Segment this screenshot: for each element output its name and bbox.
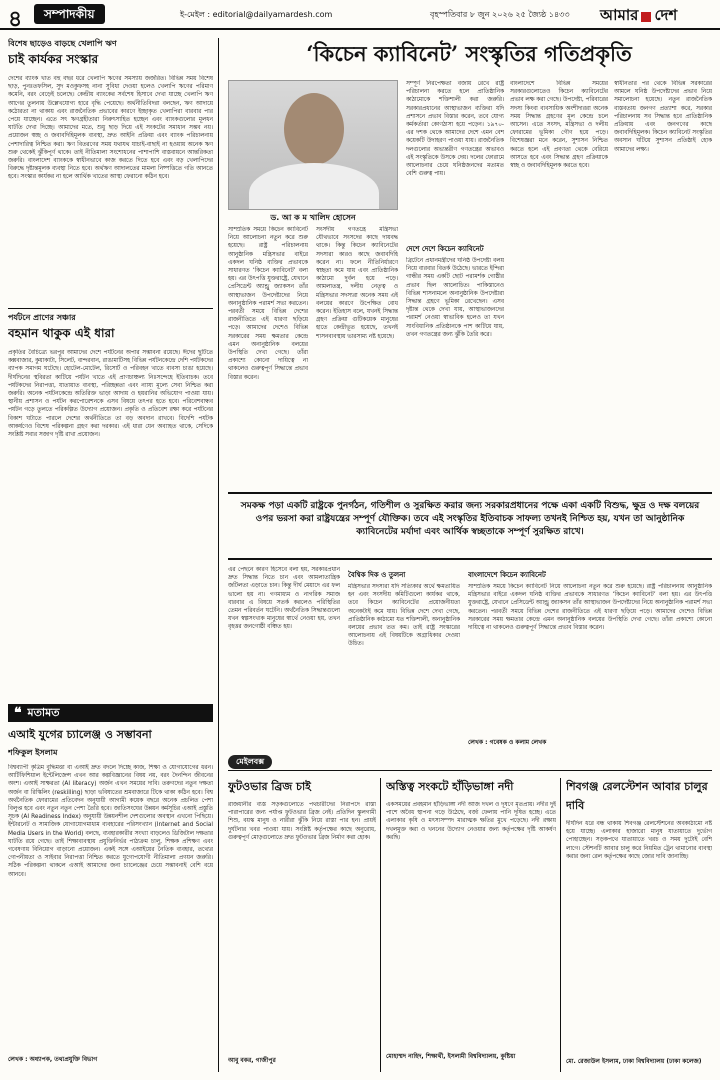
editorial-1 <box>8 38 213 306</box>
main-lower-1: এর পেছনে কারণ হিসেবে বলা হয়, সরকারপ্রধান দ্রুত সিদ্ধান্ত নিতে চান এবং আমলাতান্ত্রিক জটিলতা এড়াতে চান। কিন্তু দীর্ঘ মেয়াদে এর ফল ভালো হয় না। গণমাধ্যম ও নাগরিক সমাজ বারবার এ বিষয়ে সতর্ক করলেও পরিস্থিতির তেমন পরিবর্তন ঘটেনি। অর্থনৈতিক সিদ্ধান্তগুলো যখন স্বল্পসংখ্যক মানুষের স্বার্থে নেওয়া হয়, তখন বৃহত্তর জনগোষ্ঠী বঞ্চিত হয়। <box>228 567 340 631</box>
portrait-head-icon <box>284 93 344 165</box>
editorial-email: ই-মেইল : editorial@dailyamardesh.com <box>180 10 333 19</box>
editorial-2-kicker: পর্যটনে প্রাণের সঞ্চার <box>8 313 76 322</box>
editorial-1-body: দেশের ব্যাংক খাত বহু বছর ধরে খেলাপি ঋণের সমস্যায় জর্জরিত। বিভিন্ন সময় বিশেষ ছাড়, পুনঃতফসিল, সুদ মওকুফসহ নানা সুবিধা দেওয়া হলেও খেলাপি ঋণের পরিমাণ কমেনি, বরং বেড়েই চলেছে। কেন্দ্রীয় ব্যাংকের সর্বশেষ হিসাবে দেখা যাচ্ছে খেলাপি ঋণ আগের তুলনায় উল্লেখযোগ্য হারে বৃদ্ধি পেয়েছে। অর্থনীতিবিদরা বলছেন, ঋণ আদায়ে কঠোরতা না থাকায় এবং রাজনৈতিক প্রভাবের কারণে ইচ্ছাকৃত খেলাপিরা বারবার পার পেয়ে যাচ্ছেন। এতে সৎ ঋণগ্রহীতারা নিরুৎসাহিত হচ্ছেন এবং ব্যাংকগুলোর মূলধন ঘাটতি দেখা দিচ্ছে। আমাদের মতে, শুধু ছাড় দিয়ে এই সংকটের সমাধান সম্ভব নয়। প্রয়োজন স্বচ্ছ ও জবাবদিহিমূলক ব্যবস্থা, দ্রুত আইনি প্রক্রিয়া এবং ব্যাংক পরিচালনায় পেশাদারিত্ব নিশ্চিত করা। ঋণ বিতরণের সময় যথাযথ যাচাই-বাছাই না হওয়ায় অনেক ঋণ শুরু থেকেই ঝুঁকিপূর্ণ থাকে। তাই নীতিমালা সংশোধনের পাশাপাশি বাস্তবায়নে আন্তরিকতা জরুরি। বাংলাদেশ ব্যাংককে স্বাধীনভাবে কাজ করতে দিতে হবে এবং বড় খেলাপিদের বিরুদ্ধে দৃষ্টান্তমূলক ব্যবস্থা নিতে হবে। অর্থঋণ আদালতের মামলা নিষ্পত্তিতে গতি আনতে হবে। সংস্কার কার্যকর না হলে আর্থিক খাতের আস্থা ফেরানো কঠিন হবে। <box>8 76 213 181</box>
mailbox-band <box>228 755 712 771</box>
main-lower-2-subhead: বৈশ্বিক দিক ও তুলনা <box>348 571 406 579</box>
main-lower-2 <box>348 566 460 750</box>
letter-2-body: একসময়ের প্রবহমান হাঁড়িভাঙ্গা নদী আজ দখল ও দূষণে মৃতপ্রায়। নদীর দুই পাশে অবৈধ স্থাপনা গড়ে উঠেছে, বর্জ্য ফেলায় পানি দূষিত হচ্ছে। এতে এলাকার কৃষি ও মৎস্যসম্পদ মারাত্মক ক্ষতির মুখে পড়েছে। নদী রক্ষায় দখলমুক্ত করা ও খননের উদ্যোগ নেওয়ার জন্য কর্তৃপক্ষের দৃষ্টি আকর্ষণ করছি। <box>386 802 556 841</box>
main-lower-2-body: মন্ত্রিসভার সদস্যরা যদি সত্যিকার অর্থে ক্ষমতায়িত হন এবং সংসদীয় কমিটিগুলো কার্যকর থাকে, তবে কিচেন ক্যাবিনেটের প্রয়োজনীয়তা অনেকটাই কমে যায়। বিভিন্ন দেশে দেখা গেছে, প্রাতিষ্ঠানিক কাঠামো যত শক্তিশালী, অনানুষ্ঠানিক বলয়ের প্রভাব তত কম। তাই রাষ্ট্র সংস্কারের আলোচনায় এই বিষয়টিকে অগ্রাধিকার দেওয়া উচিত। <box>348 584 460 648</box>
letter-1-headline: ফুটওভার ব্রিজ চাই <box>228 780 311 793</box>
brand-left: আমার <box>600 6 639 24</box>
letter-divider <box>380 778 381 1072</box>
column-divider <box>218 38 219 1072</box>
section-label: সম্পাদকীয় <box>34 4 105 24</box>
main-col-4: বাংলাদেশে বিভিন্ন সময়ের সরকারগুলোতেও কিচেন ক্যাবিনেটের প্রভাব লক্ষ করা গেছে। উপদেষ্টা, পরিবারের সদস্য কিংবা ব্যবসায়িক অংশীদাররা অনেক সময় সিদ্ধান্ত গ্রহণের মূল কেন্দ্রে চলে আসেন। এতে সংসদ, মন্ত্রিসভা ও দলীয় ফোরামের ভূমিকা গৌণ হয়ে পড়ে। বিশেষজ্ঞরা মনে করেন, সুশাসন নিশ্চিত করতে হলে এই প্রবণতা থেকে বেরিয়ে আসতে হবে এবং সিদ্ধান্ত গ্রহণ প্রক্রিয়াকে স্বচ্ছ ও জবাবদিহিমূলক করতে হবে। <box>510 81 608 170</box>
opinion-body: বিশ্বব্যাপী কৃত্রিম বুদ্ধিমত্তা বা এআই দ্রুত বদলে দিচ্ছে কাজ, শিক্ষা ও যোগাযোগের ধরন। আর্টিফিশিয়াল ইন্টেলিজেন্স এখন আর কল্পবিজ্ঞানের বিষয় নয়, বরং দৈনন্দিন জীবনের অংশ। এআই সাক্ষরতা (AI literacy) অর্জন এখন সময়ের দাবি। তরুণদের নতুন দক্ষতা অর্জন বা রিস্কিলিং (reskilling) ছাড়া ভবিষ্যতের শ্রমবাজারে টিকে থাকা কঠিন হবে। বিশ্ব অর্থনৈতিক ফোরামের প্রতিবেদন অনুযায়ী আগামী কয়েক বছরে অনেক প্রচলিত পেশা বিলুপ্ত হবে এবং নতুন নতুন পেশা তৈরি হবে। জাতিসংঘের উন্নয়ন কর্মসূচির এআই প্রস্তুতি সূচক (AI Readiness Index) অনুযায়ী উন্নয়নশীল দেশগুলোর অবস্থান এখনো পিছিয়ে। ইন্টারনেট ও সামাজিক যোগাযোগমাধ্যম ব্যবহারের পরিসংখ্যান (Internet and Social Media Users in the World) বলছে, ব্যবহারকারীর সংখ্যা বাড়লেও ডিজিটাল দক্ষতার ঘাটতি রয়ে গেছে। তাই শিক্ষাব্যবস্থায় প্রযুক্তিনির্ভর পাঠ্যক্রম চালু, শিক্ষক প্রশিক্ষণ এবং গবেষণায় বিনিয়োগ বাড়ানো প্রয়োজন। একই সঙ্গে এআইয়ের নৈতিক ব্যবহার, তথ্যের গোপনীয়তা ও সাইবার নিরাপত্তা নিশ্চিত করতে যুগোপযোগী নীতিমালা প্রণয়ন জরুরি। সঠিক পরিকল্পনা থাকলে এআই আমাদের জন্য চ্যালেঞ্জের চেয়ে সম্ভাবনাই বেশি বয়ে আনবে। <box>8 765 213 878</box>
main-signature: লেখক : গবেষক ও কলাম লেখক <box>468 739 547 746</box>
letter-divider <box>560 778 561 1072</box>
letter-2-headline: অস্তিত্ব সংকটে হাঁড়িভাঙ্গা নদী <box>386 780 514 793</box>
editorial-1-headline: চাই কার্যকর সংস্কার <box>8 52 99 66</box>
mailbox-label: মেইলবক্স <box>228 755 272 769</box>
quote-icon: ❝ <box>14 705 22 721</box>
main-col-5: স্বাধীনতার পর থেকে বিভিন্ন সরকারের আমলে ঘনিষ্ঠ উপদেষ্টাদের প্রভাব নিয়ে সমালোচনা হয়েছে। নতুন রাজনৈতিক বাস্তবতায় জনগণ প্রত্যাশা করে, সরকার পরিচালনায় সব সিদ্ধান্ত হবে প্রাতিষ্ঠানিক প্রক্রিয়ায় এবং জনগণের কাছে জবাবদিহিমূলক। কিচেন ক্যাবিনেট সংস্কৃতির অবসান ঘটিয়ে সুশাসন প্রতিষ্ঠাই হোক আমাদের লক্ষ্য। <box>614 81 712 153</box>
divider <box>8 308 213 309</box>
letter-3 <box>566 778 712 1072</box>
main-col-3-body: ব্রিটেনে প্রধানমন্ত্রীদের ঘনিষ্ঠ উপদেষ্টা বলয় নিয়ে বারবার বিতর্ক উঠেছে। ভারতে ইন্দিরা গান্ধীর সময় একটি ছোট পরামর্শক গোষ্ঠীর প্রভাব ছিল আলোচিত। পাকিস্তানেও বিভিন্ন শাসনামলে অনানুষ্ঠানিক উপদেষ্টারা সিদ্ধান্ত গ্রহণে ভূমিকা রেখেছেন। এসব দৃষ্টান্ত থেকে দেখা যায়, আস্থাভাজনদের পরামর্শ নেওয়া স্বাভাবিক হলেও তা যখন সাংবিধানিক প্রতিষ্ঠানকে পাশ কাটিয়ে যায়, তখন গণতন্ত্রের জন্য ঝুঁকি তৈরি করে। <box>406 258 504 338</box>
editorial-1-kicker: বিশেষ ছাড়েও বাড়ছে খেলাপি ঋণ <box>8 39 117 48</box>
letter-3-headline: শিবগঞ্জ রেলস্টেশন আবার চালুর দাবি <box>566 780 708 812</box>
editorial-2-body: প্রকৃতির বৈচিত্র্যে ভরপুর আমাদের দেশে পর্যটনের অপার সম্ভাবনা রয়েছে। ঈদের ছুটিতে কক্সবাজার, কুয়াকাটা, সিলেট, বান্দরবান, রাঙামাটিসহ বিভিন্ন পর্যটনকেন্দ্রে দেশি পর্যটকদের ব্যাপক সমাগম ঘটেছে। হোটেল-মোটেল, রিসোর্ট ও পরিবহন খাতে ব্যবসা চাঙা হয়েছে। দীর্ঘদিনের স্থবিরতা কাটিয়ে পর্যটন খাতে এই প্রাণচাঞ্চল্য নিঃসন্দেহে ইতিবাচক। তবে পর্যটকদের নিরাপত্তা, যাতায়াত ব্যবস্থা, পরিচ্ছন্নতা এবং ন্যায্য মূল্যে সেবা নিশ্চিত করা জরুরি। অনেক পর্যটনকেন্দ্রে অতিরিক্ত ভাড়া আদায় ও হয়রানির অভিযোগ পাওয়া যায়। স্থানীয় প্রশাসন ও পর্যটন করপোরেশনকে এসব বিষয়ে তৎপর হতে হবে। পরিবেশবান্ধব পর্যটন গড়ে তুলতে পরিকল্পিত উদ্যোগ প্রয়োজন। প্রকৃতি ও প্রতিবেশ রক্ষা করে পর্যটনের বিকাশ ঘটাতে পারলে দেশের অর্থনীতিতে তা বড় অবদান রাখবে। বিদেশি পর্যটক আকর্ষণেও বিশেষ পরিকল্পনা গ্রহণ করা দরকার। এই ধারা যেন অব্যাহত থাকে, সেদিকে সংশ্লিষ্ট সবার সজাগ দৃষ্টি রাখা প্রয়োজন। <box>8 350 213 439</box>
letter-3-signature: মো. রেজাউল ইসলাম, ঢাকা বিশ্ববিদ্যালয় (ঢাকা কলেজ) <box>566 1058 702 1065</box>
main-lower-3-subhead: বাংলাদেশে কিচেন ক্যাবিনেট <box>468 571 546 579</box>
opinion-headline: এআই যুগের চ্যালেঞ্জ ও সম্ভাবনা <box>8 728 152 741</box>
opinion-banner-label: মতামত <box>27 705 60 719</box>
masthead <box>0 0 720 30</box>
opinion-author: শফিকুল ইসলাম <box>8 748 58 757</box>
opinion-banner <box>8 704 213 722</box>
letter-1-body: রাজধানীর ব্যস্ত সড়কগুলোতে পথচারীদের নিরাপদে রাস্তা পারাপারের জন্য পর্যাপ্ত ফুটওভার ব্রিজ নেই। প্রতিদিন স্কুলগামী শিশু, বয়স্ক মানুষ ও নারীরা ঝুঁকি নিয়ে রাস্তা পার হন। প্রায়ই দুর্ঘটনার খবর পাওয়া যায়। সংশ্লিষ্ট কর্তৃপক্ষের কাছে অনুরোধ, গুরুত্বপূর্ণ মোড়গুলোতে দ্রুত ফুটওভার ব্রিজ নির্মাণ করা হোক। <box>228 802 376 841</box>
main-lower-3 <box>468 566 712 750</box>
main-headline: ‘কিচেন ক্যাবিনেট’ সংস্কৃতির গতিপ্রকৃতি <box>306 41 632 66</box>
letter-3-body: দীর্ঘদিন ধরে বন্ধ থাকায় শিবগঞ্জ রেলস্টেশনের অবকাঠামো নষ্ট হয়ে যাচ্ছে। এলাকার হাজারো মানুষ যাতায়াতে দুর্ভোগ পোহাচ্ছেন। সড়কপথে যাতায়াতে খরচ ও সময় দুটোই বেশি লাগে। স্টেশনটি আবার চালু করে নিয়মিত ট্রেন থামানোর ব্যবস্থা করার জন্য রেল কর্তৃপক্ষের কাছে জোর দাবি জানাচ্ছি। <box>566 821 712 860</box>
main-col-2: সংসদীয় গণতন্ত্রে মন্ত্রিসভা যৌথভাবে সংসদের কাছে দায়বদ্ধ থাকে। কিন্তু কিচেন ক্যাবিনেটের সদস্যরা কারও কাছে জবাবদিহি করেন না। ফলে নীতিনির্ধারণে স্বচ্ছতা কমে যায় এবং প্রাতিষ্ঠানিক কাঠামো দুর্বল হয়ে পড়ে। আমলাতন্ত্র, দলীয় নেতৃত্ব ও মন্ত্রিসভার সদস্যরা অনেক সময় এই বলয়ের কারণে উপেক্ষিত বোধ করেন। ইতিহাস বলে, যখনই সিদ্ধান্ত গ্রহণ প্রক্রিয়া গুটিকয়েক মানুষের হাতে কেন্দ্রীভূত হয়েছে, তখনই শাসনব্যবস্থায় ভারসাম্য নষ্ট হয়েছে। <box>316 227 398 340</box>
main-lower-3-body: সাম্প্রতিক সময়ে কিচেন ক্যাবিনেট নিয়ে আলোচনা নতুন করে শুরু হয়েছে। রাষ্ট্র পরিচালনায় আনুষ্ঠানিক মন্ত্রিসভার বাইরে একদল ঘনিষ্ঠ ব্যক্তির প্রভাবকে সাধারণত ‘কিচেন ক্যাবিনেট’ বলা হয়। এর উৎপত্তি যুক্তরাষ্ট্রে, যেখানে প্রেসিডেন্ট অ্যান্ড্রু জ্যাকসন তাঁর আস্থাভাজন উপদেষ্টাদের নিয়ে অনানুষ্ঠানিক পরামর্শ সভা করতেন। পরবর্তী সময়ে বিভিন্ন দেশের রাজনীতিতে এই ধারণা ছড়িয়ে পড়ে। আমাদের দেশেও বিভিন্ন সরকারের সময় ক্ষমতার কেন্দ্রে এমন অনানুষ্ঠানিক বলয়ের উপস্থিতি দেখা গেছে। তাঁরা প্রকাশ্যে কোনো দায়িত্বে না থাকলেও গুরুত্বপূর্ণ সিদ্ধান্তে প্রভাব বিস্তার করেন। <box>468 584 712 632</box>
main-col-1: সাম্প্রতিক সময়ে কিচেন ক্যাবিনেট নিয়ে আলোচনা নতুন করে শুরু হয়েছে। রাষ্ট্র পরিচালনায় আনুষ্ঠানিক মন্ত্রিসভার বাইরে একদল ঘনিষ্ঠ ব্যক্তির প্রভাবকে সাধারণত ‘কিচেন ক্যাবিনেট’ বলা হয়। এর উৎপত্তি যুক্তরাষ্ট্রে, যেখানে প্রেসিডেন্ট অ্যান্ড্রু জ্যাকসন তাঁর আস্থাভাজন উপদেষ্টাদের নিয়ে অনানুষ্ঠানিক পরামর্শ সভা করতেন। পরবর্তী সময়ে বিভিন্ন দেশের রাজনীতিতে এই ধারণা ছড়িয়ে পড়ে। আমাদের দেশেও বিভিন্ন সরকারের সময় ক্ষমতার কেন্দ্রে এমন অনানুষ্ঠানিক বলয়ের উপস্থিতি দেখা গেছে। তাঁরা প্রকাশ্যে কোনো দায়িত্বে না থাকলেও গুরুত্বপূর্ণ সিদ্ধান্তে প্রভাব বিস্তার করেন। <box>228 227 308 381</box>
main-byline: ড. আ ক ম খালিদ হোসেন <box>270 213 356 222</box>
opinion-article <box>8 726 213 1072</box>
author-photo <box>228 80 398 210</box>
page-number: ৪ <box>8 6 23 32</box>
letter-2-signature: মোহাম্মদ নাহিদ, শিক্ষার্থী, ইসলামী বিশ্ববিদ্যালয়, কুষ্টিয়া <box>386 1053 516 1060</box>
letter-2 <box>386 778 556 1072</box>
main-col-3 <box>406 80 504 488</box>
issue-date: বৃহস্পতিবার ৮ জুন ২০২৬ ২৫ জ্যৈষ্ঠ ১৪৩৩ <box>430 10 570 19</box>
brand-square-icon <box>641 12 651 22</box>
portrait-body-icon <box>249 163 379 210</box>
opinion-signature: লেখক : অধ্যাপক, তথ্যপ্রযুক্তি বিভাগ <box>8 1056 98 1063</box>
main-col-3-lead: সম্পূর্ণ নিরপেক্ষতা বজায় রেখে রাষ্ট্র পরিচালনা করতে হলে প্রাতিষ্ঠানিক কাঠামোকে শক্তিশালী করা জরুরি। সরকারপ্রধানের আস্থাভাজন ব্যক্তিরা যদি প্রশাসনে প্রভাব বিস্তার করেন, তবে যোগ্য কর্মকর্তারা কোণঠাসা হয়ে পড়েন। ১৯৭০-এর দশক থেকে আমাদের দেশে এমন বেশ কয়েকটি উদাহরণ পাওয়া যায়। রাজনৈতিক দলগুলোর অভ্যন্তরীণ গণতন্ত্রের অভাবও এই সংস্কৃতিকে উসকে দেয়। দলের ফোরামে আলোচনার চেয়ে ঘনিষ্ঠজনদের মতামত বেশি গুরুত্ব পায়। <box>406 81 504 178</box>
brand-right: দেশ <box>654 6 678 24</box>
editorial-2 <box>8 312 213 697</box>
main-col-3-subhead: দেশে দেশে কিচেন ক্যাবিনেট <box>406 245 484 253</box>
pull-quote: সমকক্ষ পড়া একটি রাষ্ট্রকে পুনর্গঠন, গতিশীল ও সুরক্ষিত করার জন্য সরকারপ্রধানের পক্ষে একা একটি বিশুদ্ধ, ক্ষুদ্র ও দক্ষ বলয়ের ওপর ভরসা করা রাষ্ট্রযন্ত্রের সম্পূর্ণ যৌক্তিক। তবে এই সংস্কৃতির ইতিবাচক সাফল্য তখনই নিশ্চিত হয়, যখন তা আনুষ্ঠানিক ক্যাবিনেটের মর্যাদা এবং আর্থিক স্বচ্ছতাকে সম্পূর্ণ সুরক্ষিত রাখে। <box>228 492 712 560</box>
editorial-2-headline: বহমান থাকুক এই ধারা <box>8 326 115 340</box>
letter-1-signature: আবু বকর, গাজীপুর <box>228 1057 276 1064</box>
letter-1 <box>228 778 376 1072</box>
brand-logo <box>600 4 677 29</box>
